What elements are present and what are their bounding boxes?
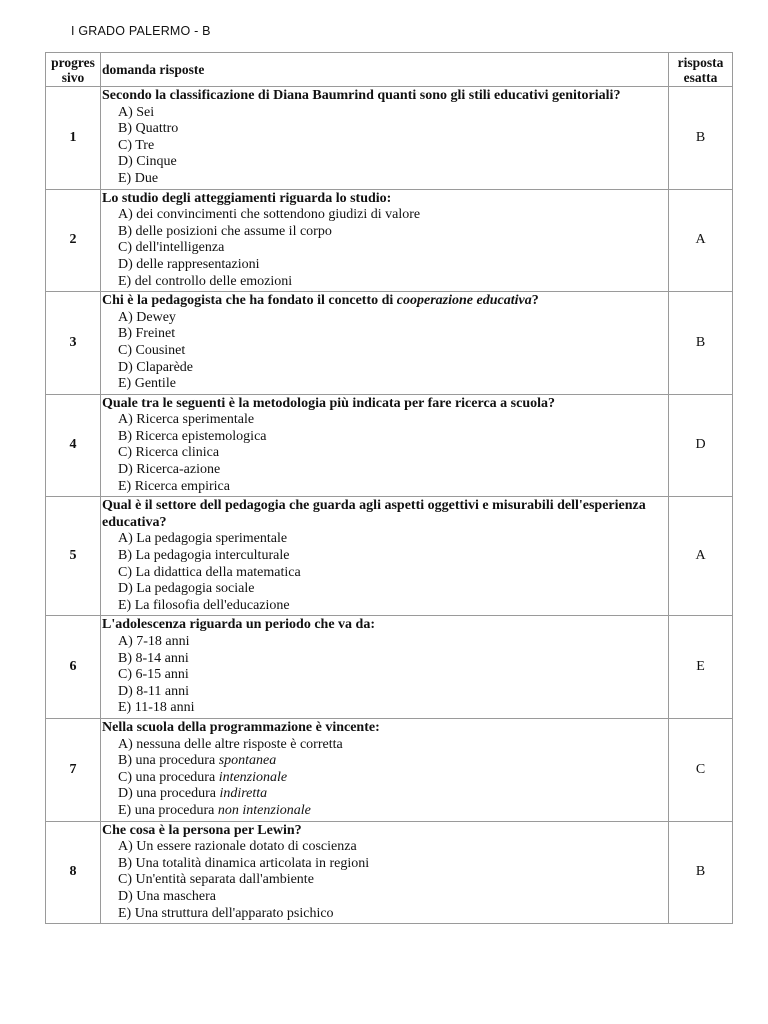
column-header-answer: risposta esatta [669,53,733,87]
answer-option [118,737,666,754]
answer-option-text: D) delle rappresentazioni [118,256,260,272]
answer-option [118,803,666,820]
answer-option-text: C) una procedura [118,769,219,785]
answer-option-text: D) una procedura [118,786,220,802]
question-cell [101,87,669,190]
answer-options [102,737,666,820]
column-header-number: progres sivo [46,53,101,87]
answer-option-text: B) una procedura [118,753,219,769]
question-text-part: Nella scuola della programmazione è vincente: [102,719,380,735]
answer-option-text: spontanea [218,753,277,769]
answer-options [102,531,666,614]
answer-option-text: C) La didattica della matematica [118,564,301,580]
answer-option-text: C) dell'intelligenza [118,240,225,256]
document-header: I GRADO PALERMO - B [71,24,211,38]
answer-option [118,240,666,257]
answer-option [118,445,666,462]
answer-option-text: C) Un'entità separata dall'ambiente [118,872,314,888]
answer-options [102,310,666,393]
answer-option-text: E) Due [118,170,159,186]
answer-option-text: E) una procedura [118,802,218,818]
answer-option-text: non intenzionale [217,802,311,818]
answer-options [102,105,666,188]
answer-option [118,565,666,582]
answer-option-text: D) Ricerca-azione [118,462,221,478]
answer-option-text: D) 8-11 anni [118,683,190,699]
answer-option-text: B) Ricerca epistemologica [118,428,267,444]
answer-option [118,906,666,923]
answer-option-text: B) Una totalità dinamica articolata in regioni [118,855,370,871]
correct-answer: D [669,394,733,497]
answer-option-text: A) Sei [118,104,155,120]
question-text-part: Chi è la pedagogista che ha fondato il concetto di [102,293,397,309]
answer-option [118,700,666,717]
answer-option-text: E) Una struttura dell'apparato psichico [118,905,334,921]
answer-option [118,257,666,274]
table-row [46,189,733,292]
column-header-question: domanda risposte [101,53,669,87]
answer-option [118,310,666,327]
answer-option [118,598,666,615]
question-cell [101,497,669,616]
question-number: 6 [46,616,101,719]
correct-answer: E [669,616,733,719]
question-text-part: Secondo la classificazione di Diana Baumrind quanti sono gli stili educativi genitoriali? [102,88,621,103]
answer-option-text: C) Cousinet [118,342,186,358]
answer-option [118,360,666,377]
answer-option-text: indiretta [219,786,268,802]
answer-option [118,224,666,241]
question-cell [101,821,669,924]
answer-option-text: C) 6-15 anni [118,667,189,683]
answer-option [118,105,666,122]
question-text [102,823,666,840]
question-cell [101,189,669,292]
question-text-part: L'adolescenza riguarda un periodo che va da: [102,617,376,633]
question-text-part: Che cosa è la persona per Lewin? [102,822,302,838]
answer-option [118,872,666,889]
correct-answer: A [669,189,733,292]
answer-option [118,531,666,548]
correct-answer: A [669,497,733,616]
question-number: 8 [46,821,101,924]
answer-option-text: A) La pedagogia sperimentale [118,531,288,547]
answer-option [118,343,666,360]
question-number: 4 [46,394,101,497]
table-row [46,616,733,719]
answer-option [118,667,666,684]
answer-option-text: D) Claparède [118,359,194,375]
question-text [102,88,666,105]
answer-option-text: E) del controllo delle emozioni [118,273,293,289]
answer-option [118,770,666,787]
answer-option-text: C) Ricerca clinica [118,445,220,461]
answer-option [118,274,666,291]
quiz-table [45,52,733,924]
table-header-row [46,53,733,87]
question-cell [101,292,669,395]
question-cell [101,394,669,497]
question-cell [101,616,669,719]
question-text-part: ? [531,293,539,309]
answer-option-text: E) Ricerca empirica [118,478,230,494]
answer-option [118,889,666,906]
question-text-part: Quale tra le seguenti è la metodologia più indicata per fare ricerca a scuola? [102,395,555,411]
answer-option [118,171,666,188]
question-text [102,720,666,737]
answer-option [118,138,666,155]
table-row [46,292,733,395]
table-body [46,87,733,924]
question-text [102,498,666,531]
answer-option [118,326,666,343]
answer-option [118,479,666,496]
answer-option [118,839,666,856]
answer-option-text: A) Dewey [118,309,176,325]
question-text-part: cooperazione educativa [396,293,532,309]
answer-option [118,207,666,224]
question-text [102,617,666,634]
answer-option [118,786,666,803]
correct-answer: B [669,292,733,395]
answer-option [118,684,666,701]
answer-option-text: A) 7-18 anni [118,634,190,649]
answer-options [102,839,666,922]
question-text [102,293,666,310]
answer-option-text: A) dei convincimenti che sottendono giudizi di valore [118,207,421,223]
answer-option-text: B) La pedagogia interculturale [118,548,290,564]
answer-options [102,207,666,290]
answer-option-text: E) La filosofia dell'educazione [118,597,290,613]
answer-option [118,634,666,651]
answer-option-text: E) 11-18 anni [118,700,195,716]
answer-option [118,651,666,668]
answer-option-text: B) delle posizioni che assume il corpo [118,223,332,239]
answer-option [118,429,666,446]
question-cell [101,718,669,821]
table-row [46,497,733,616]
correct-answer: B [669,87,733,190]
answer-option-text: E) Gentile [118,376,176,392]
answer-option-text: B) Freinet [118,326,176,342]
answer-option [118,581,666,598]
question-number: 3 [46,292,101,395]
answer-option [118,753,666,770]
answer-option-text: D) Una maschera [118,888,216,904]
answer-option [118,462,666,479]
question-text [102,396,666,413]
answer-option [118,412,666,429]
table-row [46,394,733,497]
answer-option-text: A) Ricerca sperimentale [118,412,255,428]
question-number: 1 [46,87,101,190]
answer-option-text: A) Un essere razionale dotato di coscienza [118,839,357,855]
question-number: 5 [46,497,101,616]
table-row [46,718,733,821]
question-text-part: Lo studio degli atteggiamenti riguarda lo studio: [102,190,392,206]
correct-answer: C [669,718,733,821]
answer-option-text: B) Quattro [118,121,179,137]
answer-option-text: A) nessuna delle altre risposte è corretta [118,736,343,752]
answer-option [118,121,666,138]
answer-option [118,154,666,171]
question-text [102,191,666,208]
question-text-part: Qual è il settore dell pedagogia che guarda agli aspetti oggettivi e misurabili dell'esperienza educativa? [102,498,646,530]
answer-option-text: D) Cinque [118,154,177,170]
table-row [46,821,733,924]
answer-options [102,634,666,717]
answer-option [118,856,666,873]
answer-option [118,548,666,565]
answer-option [118,376,666,393]
table-row [46,87,733,190]
question-number: 7 [46,718,101,821]
correct-answer: B [669,821,733,924]
answer-options [102,412,666,495]
answer-option-text: C) Tre [118,137,155,153]
answer-option-text: D) La pedagogia sociale [118,581,255,597]
question-number: 2 [46,189,101,292]
answer-option-text: intenzionale [218,769,288,785]
answer-option-text: B) 8-14 anni [118,650,189,666]
